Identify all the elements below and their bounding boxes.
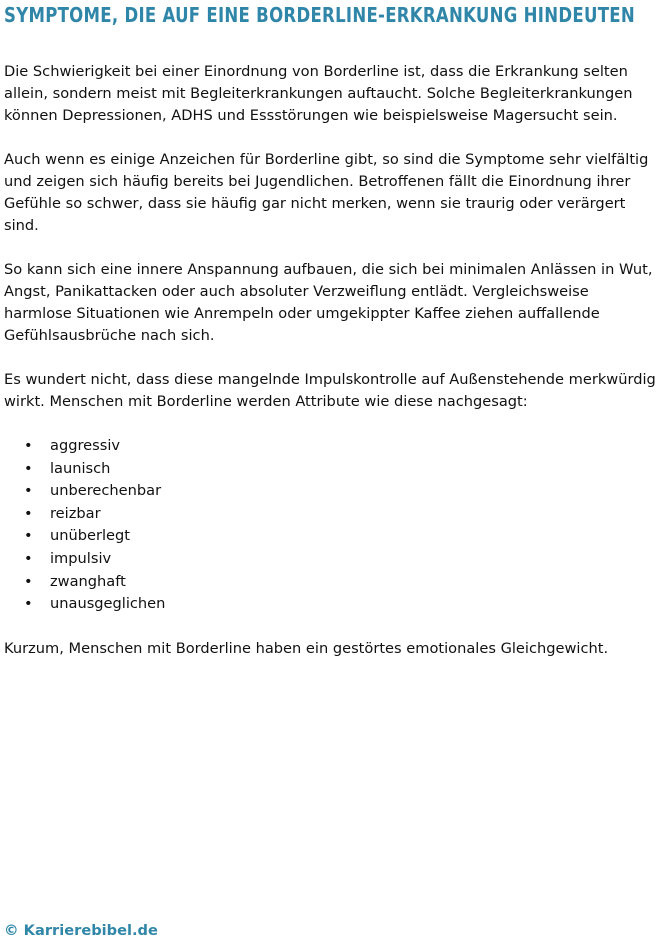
paragraph-symptoms: Auch wenn es einige Anzeichen für Borderline gibt, so sind die Symptome sehr vielfältig und zeigen sich häufig bereits bei Jugendlichen. Betroffenen fällt die Einordnung ihrer Gefühle so schwer, dass sie häufig gar nicht merken, wenn sie traurig oder verärgert sind. <box>4 151 649 234</box>
paragraph-intro: Die Schwierigkeit bei einer Einordnung von Borderline ist, dass die Erkrankung selten allein, sondern meist mit Begleiterkrankungen auftaucht. Solche Begleiterkrankungen können Depressionen, ADHS und Essstörungen wie beispielsweise Magersucht sein. <box>4 63 633 124</box>
list-item <box>4 571 660 594</box>
bullet-icon: • <box>24 504 33 522</box>
list-item <box>4 435 660 458</box>
bullet-icon: • <box>24 482 33 500</box>
list-item-label: unberechenbar <box>50 482 162 500</box>
list-item <box>4 593 660 616</box>
list-item-label: unüberlegt <box>50 527 131 545</box>
paragraph-attributes-intro: Es wundert nicht, dass diese mangelnde Impulskontrolle auf Außenstehende merkwürdig wirkt. Menschen mit Borderline werden Attribute wie diese nachgesagt: <box>4 371 656 410</box>
list-item-label: launisch <box>50 459 111 477</box>
bullet-icon: • <box>24 549 33 567</box>
list-item-label: zwanghaft <box>50 572 126 590</box>
article-body <box>4 61 660 682</box>
bullet-icon: • <box>24 572 33 590</box>
list-item <box>4 458 660 481</box>
page-heading: SYMPTOME, DIE AUF EINE BORDERLINE-ERKRANKUNG HINDEUTEN <box>4 3 635 27</box>
list-item <box>4 548 660 571</box>
list-item-label: unausgeglichen <box>50 595 166 613</box>
paragraph-conclusion: Kurzum, Menschen mit Borderline haben ein gestörtes emotionales Gleichgewicht. <box>4 639 609 657</box>
bullet-icon: • <box>24 527 33 545</box>
list-item <box>4 503 660 526</box>
copyright-footer: © Karrierebibel.de <box>4 922 158 939</box>
list-item-label: reizbar <box>50 504 101 522</box>
bullet-icon: • <box>24 459 33 477</box>
list-item <box>4 480 660 503</box>
bullet-icon: • <box>24 595 33 613</box>
bullet-icon: • <box>24 437 33 454</box>
list-item-label: aggressiv <box>50 437 121 454</box>
paragraph-tension: So kann sich eine innere Anspannung aufbauen, die sich bei minimalen Anlässen in Wut, Angst, Panikattacken oder auch absoluter Verzweiflung entlädt. Vergleichsweise harmlose Situationen wie Anrempeln oder umgekippter Kaffee ziehen auffallende Gefühlsausbrüche nach sich. <box>4 261 653 344</box>
attribute-list <box>4 435 660 616</box>
list-item <box>4 525 660 548</box>
list-item-label: impulsiv <box>50 549 112 567</box>
